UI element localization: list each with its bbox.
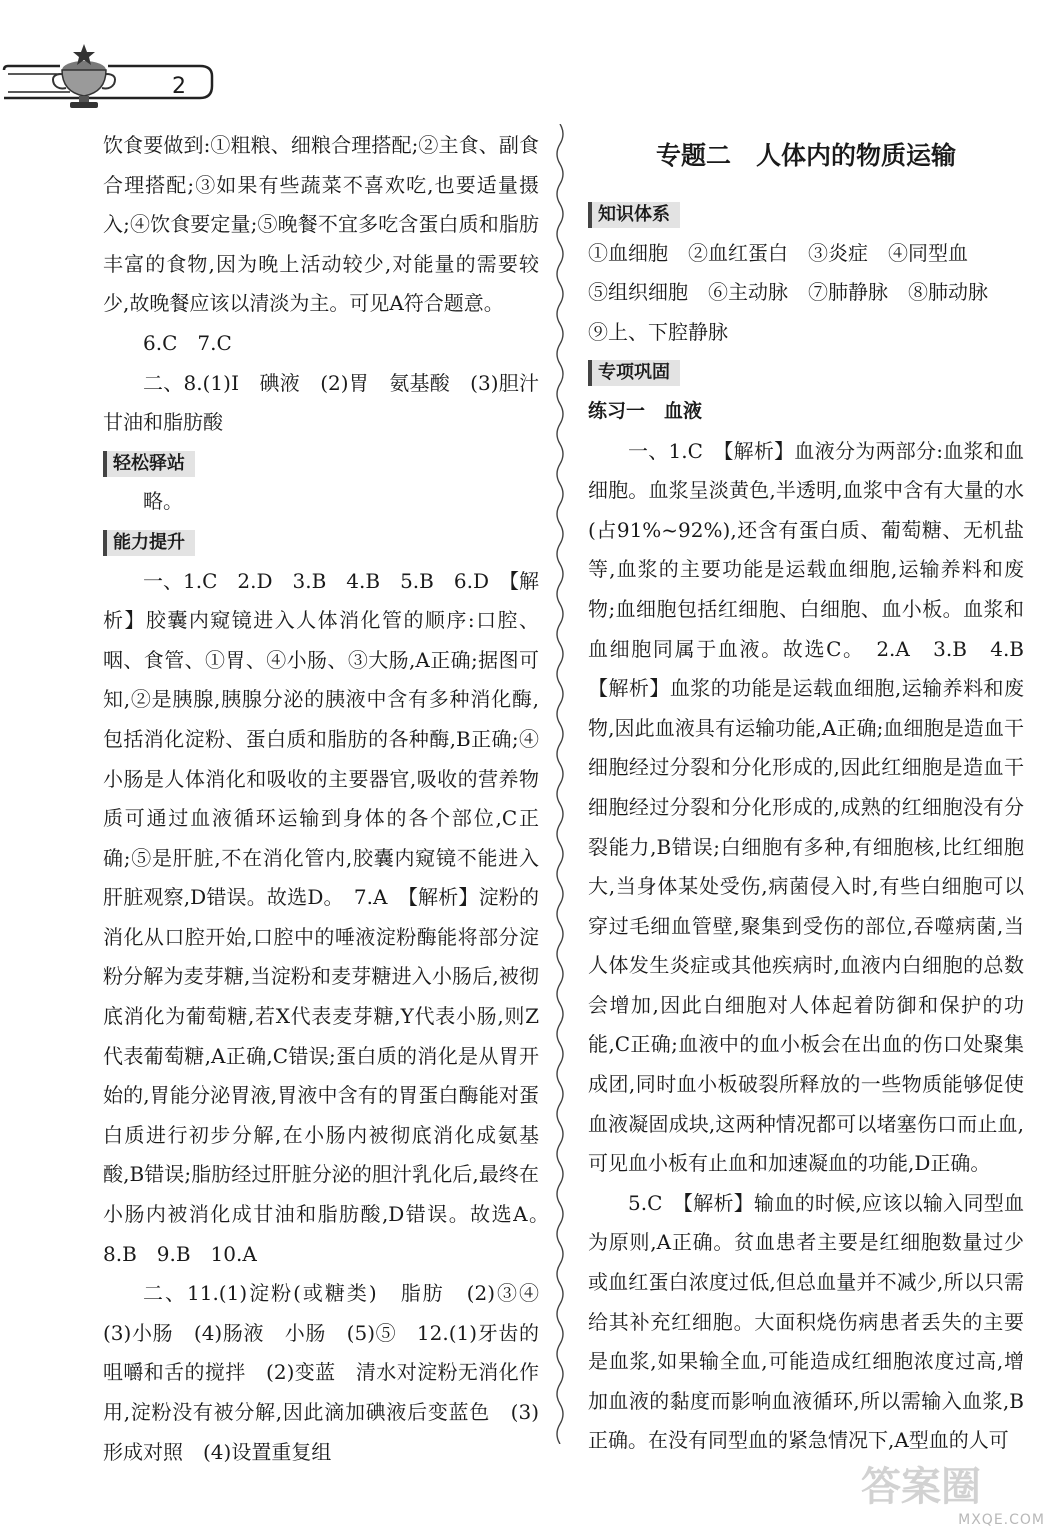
section-label-knowledge: 知识体系 <box>588 202 680 228</box>
answer-paragraph: 一、1.C 【解析】血液分为两部分:血浆和血细胞。血浆呈淡黄色,半透明,血浆中含有大量的水(占91%~92%),还含有蛋白质、葡萄糖、无机盐等,血浆的主要功能是运载血细胞,运输养料和废物;血细胞包括红细胞、白细胞、血小板。血浆和血细胞同属于血液。故选C。 2.A 3.B 4.B 【解析】血浆的功能是运载血细胞,运输养料和废物,因此血液具有运输功能,A正确;血细胞是造血干细胞经过分裂和分化形成的,因此红细胞是造血干细胞经过分裂和分化形成的,成熟的红细胞没有分裂能力,B错误;白细胞有多种,有细胞核,比红细胞大,当身体某处受伤,病菌侵入时,有些白细胞可以穿过毛细血管壁,聚集到受伤的部位,吞噬病菌,当人体发生炎症或其他疾病时,血液内白细胞的总数会增加,因此白细胞对人体起着防御和保护的功能,C正确;血液中的血小板会在出血的伤口处聚集成团,同时血小板破裂所释放的一些物质能够促使血液凝固成块,这两种情况都可以堵塞伤口而止血,可见血小板有止血和加速凝血的功能,D正确。 <box>588 438 1044 1176</box>
header-trophy-banner <box>0 40 230 110</box>
answer-paragraph: 一、1.C 2.D 3.B 4.B 5.B 6.D 【解析】胶囊内窥镜进入人体消化管的顺序:口腔、咽、食管、①胃、④小肠、③大肠,A正确;据图可知,②是胰腺,胰腺分泌的胰液中含有多种消化酶,包括消化淀粉、蛋白质和脂肪的各种酶,B正确;④小肠是人体消化和吸收的主要器官,吸收的营养物质可通过血液循环运输到身体的各个部位,C正确;⑤是肝脏,不在消化管内,胶囊内窥镜不能进入肝脏观察,D错误。故选D。 7.A 【解析】淀粉的消化从口腔开始,口腔中的唾液淀粉酶能将部分淀粉分解为麦芽糖,当淀粉和麦芽糖进入小肠后,被彻底消化为葡萄糖,若X代表麦芽糖,Y代表小肠,则Z代表葡萄糖,A正确,C错误;蛋白质的消化是从胃开始的,胃能分泌胃液,胃液中含有的胃蛋白酶能对蛋白质进行初步分解,在小肠内被彻底消化成氨基酸,B错误;脂肪经过肝脏分泌的胆汁乳化后,最终在小肠内被消化成甘油和脂肪酸,D错误。故选A。 8.B 9.B 10.A <box>103 568 559 1266</box>
svg-text:答案圈: 答案圈 <box>861 1464 981 1510</box>
answer-line: 6.C 7.C <box>143 330 232 355</box>
page-number: 2 <box>172 74 186 99</box>
left-column <box>103 126 559 1472</box>
knowledge-line: ⑨上、下腔静脉 <box>588 319 728 344</box>
watermark-url: MXQE.COM <box>958 1512 1045 1528</box>
answer-paragraph: 饮食要做到:①粗粮、细粮合理搭配;②主食、副食合理搭配;③如果有些蔬菜不喜欢吃,也要适量摄入;④饮食要定量;⑤晚餐不宜多吃含蛋白质和脂肪丰富的食物,因为晚上活动较少,对能量的需要较少,故晚餐应该以清淡为主。可见A符合题意。 <box>103 133 539 316</box>
right-column <box>588 128 1044 1461</box>
exercise-title: 练习一 血液 <box>588 399 703 422</box>
answer-paragraph: 二、11.(1)淀粉(或糖类) 脂肪 (2)③④ (3)小肠 (4)肠液 小肠 (5)⑤ 12.(1)牙齿的咀嚼和舌的搅拌 (2)变蓝 清水对淀粉无消化作用,淀粉没有被分解,因此滴加碘液后变蓝色 (3)形成对照 (4)设置重复组 <box>103 1281 559 1464</box>
column-divider <box>553 124 567 1444</box>
answer-paragraph: 5.C 【解析】输血的时候,应该以输入同型血为原则,A正确。贫血患者主要是红细胞数量过少或血红蛋白浓度过低,但总血量并不减少,所以只需给其补充红细胞。大面积烧伤病患者丢失的主要是血浆,如果输全血,可能造成红细胞浓度过高,增加血液的黏度而影响血液循环,所以需输入血浆,B正确。在没有同型血的紧急情况下,A型血的人可 <box>588 1190 1024 1453</box>
section-label-ability: 能力提升 <box>103 530 195 556</box>
section-label-practice: 专项巩固 <box>588 360 680 386</box>
section-label-relax: 轻松驿站 <box>103 451 195 477</box>
topic-title: 专题二 人体内的物质运输 <box>655 141 956 170</box>
answer-line: 略。 <box>143 489 183 514</box>
knowledge-line: ①血细胞 ②血红蛋白 ③炎症 ④同型血 <box>588 240 968 265</box>
knowledge-line: ⑤组织细胞 ⑥主动脉 ⑦肺静脉 ⑧肺动脉 <box>588 280 988 305</box>
answer-paragraph: 二、8.(1)Ⅰ 碘液 (2)胃 氨基酸 (3)胆汁 甘油和脂肪酸 <box>103 370 559 435</box>
